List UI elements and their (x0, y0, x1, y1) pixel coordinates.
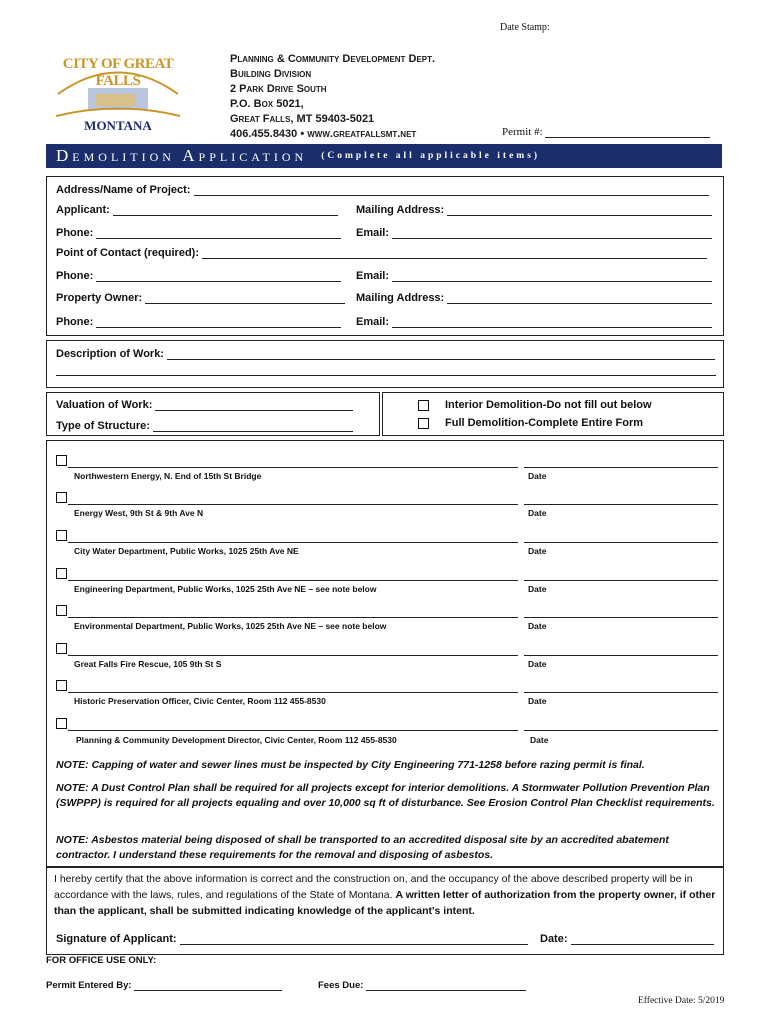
address-label: Address/Name of Project: (56, 184, 191, 196)
poc-label: Point of Contact (required): (56, 247, 199, 259)
mailing-field-2[interactable] (447, 291, 712, 304)
full-demolition-label: Full Demolition-Complete Entire Form (445, 417, 644, 429)
email-label-2: Email: (356, 270, 390, 282)
signoff-checkbox[interactable] (56, 492, 67, 503)
signoff-signature-line[interactable] (68, 730, 518, 731)
signoff-date-line[interactable] (524, 580, 718, 581)
signoff-agency-label: City Water Department, Public Works, 1025 25th Ave NE (74, 546, 299, 556)
signoff-agency-label: Engineering Department, Public Works, 1025 25th Ave NE – see note below (74, 584, 377, 594)
signoff-agency-label: Historic Preservation Officer, Civic Center, Room 112 455-8530 (74, 696, 326, 706)
address-field[interactable] (194, 183, 709, 196)
signoff-signature-line[interactable] (68, 617, 518, 618)
signoff-date-line[interactable] (524, 730, 718, 731)
contact-line: 406.455.8430 • www.greatfallsmt.net (230, 128, 417, 140)
phone-field-2[interactable] (96, 269, 341, 282)
signoff-date-line[interactable] (524, 504, 718, 505)
interior-demolition-checkbox[interactable] (418, 400, 429, 411)
signoff-row (56, 530, 720, 562)
applicant-label: Applicant: (56, 204, 110, 216)
phone-label-2: Phone: (56, 270, 94, 282)
owner-field[interactable] (145, 291, 345, 304)
signoff-row (56, 718, 720, 750)
logo-top-text: CITY OF GREAT FALLS (62, 56, 174, 89)
note-asbestos: NOTE: Asbestos material being disposed of shall be transported to an accredited disposal site by an accredited abatement contractor. I understand these requirements for the removal and disposing of asbestos. (56, 834, 669, 861)
signature-field[interactable] (180, 932, 528, 945)
fees-due-field[interactable] (366, 978, 526, 991)
signoff-row (56, 605, 720, 637)
form-subtitle: (Complete all applicable items) (321, 151, 541, 161)
title-bar (46, 144, 722, 168)
description-field-line-2[interactable] (56, 375, 716, 376)
mailing-label-1: Mailing Address: (356, 204, 445, 216)
email-label-1: Email: (356, 227, 390, 239)
signoff-date-label: Date (528, 659, 547, 669)
mailing-field-1[interactable] (447, 203, 712, 216)
signoff-checkbox[interactable] (56, 718, 67, 729)
email-field-1[interactable] (392, 226, 712, 239)
signoff-date-label: Date (528, 621, 547, 631)
signoff-date-label: Date (528, 696, 547, 706)
fees-due-label: Fees Due: (318, 980, 364, 991)
structure-field[interactable] (153, 419, 353, 432)
signoff-checkbox[interactable] (56, 605, 67, 616)
division-name: Building Division (230, 68, 312, 80)
signoff-date-label: Date (530, 735, 549, 745)
email-label-3: Email: (356, 316, 390, 328)
street-address: 2 Park Drive South (230, 83, 327, 95)
permit-number-field[interactable] (545, 125, 710, 138)
email-field-2[interactable] (392, 269, 712, 282)
signoff-checkbox[interactable] (56, 568, 67, 579)
note-capping: NOTE: Capping of water and sewer lines must be inspected by City Engineering 771-1258 before razing permit is final. (56, 759, 645, 771)
signoff-checkbox[interactable] (56, 455, 67, 466)
email-field-3[interactable] (392, 315, 712, 328)
signoff-date-line[interactable] (524, 692, 718, 693)
interior-demolition-label: Interior Demolition-Do not fill out below (445, 399, 652, 411)
office-use-title: FOR OFFICE USE ONLY: (46, 955, 157, 966)
phone-field-1[interactable] (96, 226, 341, 239)
signoff-checkbox[interactable] (56, 680, 67, 691)
owner-label: Property Owner: (56, 292, 143, 304)
structure-label: Type of Structure: (56, 420, 150, 432)
signoff-row (56, 680, 720, 712)
permit-entered-field[interactable] (134, 978, 282, 991)
signoff-date-label: Date (528, 584, 547, 594)
signoff-signature-line[interactable] (68, 467, 518, 468)
signoff-row (56, 568, 720, 600)
signoff-signature-line[interactable] (68, 692, 518, 693)
signoff-agency-label: Energy West, 9th St & 9th Ave N (74, 508, 204, 518)
note-dust-control: NOTE: A Dust Control Plan shall be required for all projects except for interior demolitions. A Stormwater Pollution Prevention Plan (SWPPP) is required for all projects equaling and over 10,000 sq ft of disturbance. See Erosion Control Plan Checklist requirements. (56, 782, 715, 809)
signoff-signature-line[interactable] (68, 580, 518, 581)
phone-label-3: Phone: (56, 316, 94, 328)
signoff-row (56, 643, 720, 675)
description-field-line-1[interactable] (167, 347, 715, 360)
signoff-signature-line[interactable] (68, 542, 518, 543)
applicant-field[interactable] (113, 203, 338, 216)
signoff-date-label: Date (528, 508, 547, 518)
signoff-row (56, 455, 720, 487)
signoff-agency-label: Northwestern Energy, N. End of 15th St Bridge (74, 471, 262, 481)
permit-label: Permit #: (502, 126, 543, 138)
valuation-field[interactable] (155, 398, 353, 411)
signature-date-field[interactable] (571, 932, 714, 945)
signoff-checkbox[interactable] (56, 643, 67, 654)
form-title: Demolition Application (56, 146, 308, 165)
signoff-signature-line[interactable] (68, 504, 518, 505)
signoff-date-line[interactable] (524, 617, 718, 618)
signoff-checkbox[interactable] (56, 530, 67, 541)
certify-text: I hereby certify that the above information is correct and the construction on, and the occupancy of the above described property will be in accordance with the laws, rules, and regulations of the State of Montana. (54, 873, 693, 901)
po-box: P.O. Box 5021, (230, 98, 304, 110)
signoff-signature-line[interactable] (68, 655, 518, 656)
certify-authorization-text: A written letter of authorization from the property owner, if other than the applicant, shall be submitted indicating knowledge of the applicant's intent. (54, 889, 716, 917)
signoff-agency-label: Great Falls Fire Rescue, 105 9th St S (74, 659, 222, 669)
signoff-agency-label: Planning & Community Development Director, Civic Center, Room 112 455-8530 (76, 735, 397, 745)
city-logo (48, 46, 188, 138)
mailing-label-2: Mailing Address: (356, 292, 445, 304)
signoff-date-line[interactable] (524, 655, 718, 656)
signoff-agency-label: Environmental Department, Public Works, 1025 25th Ave NE – see note below (74, 621, 387, 631)
signoff-date-label: Date (528, 471, 547, 481)
city-state-zip: Great Falls, MT 59403-5021 (230, 113, 375, 125)
signoff-row (56, 492, 720, 524)
description-label: Description of Work: (56, 348, 164, 360)
logo-bottom-text: MONTANA (84, 118, 152, 133)
signoff-date-line[interactable] (524, 542, 718, 543)
valuation-label: Valuation of Work: (56, 399, 153, 411)
poc-field[interactable] (202, 246, 707, 259)
phone-field-3[interactable] (96, 315, 341, 328)
permit-entered-label: Permit Entered By: (46, 980, 132, 991)
signature-label: Signature of Applicant: (56, 933, 177, 945)
signoff-date-label: Date (528, 546, 547, 556)
dept-name: Planning & Community Development Dept. (230, 53, 436, 65)
date-stamp-label: Date Stamp: (500, 22, 550, 33)
full-demolition-checkbox[interactable] (418, 418, 429, 429)
phone-label-1: Phone: (56, 227, 94, 239)
signoff-date-line[interactable] (524, 467, 718, 468)
effective-date: Effective Date: 5/2019 (638, 996, 725, 1006)
signature-date-label: Date: (540, 933, 568, 945)
